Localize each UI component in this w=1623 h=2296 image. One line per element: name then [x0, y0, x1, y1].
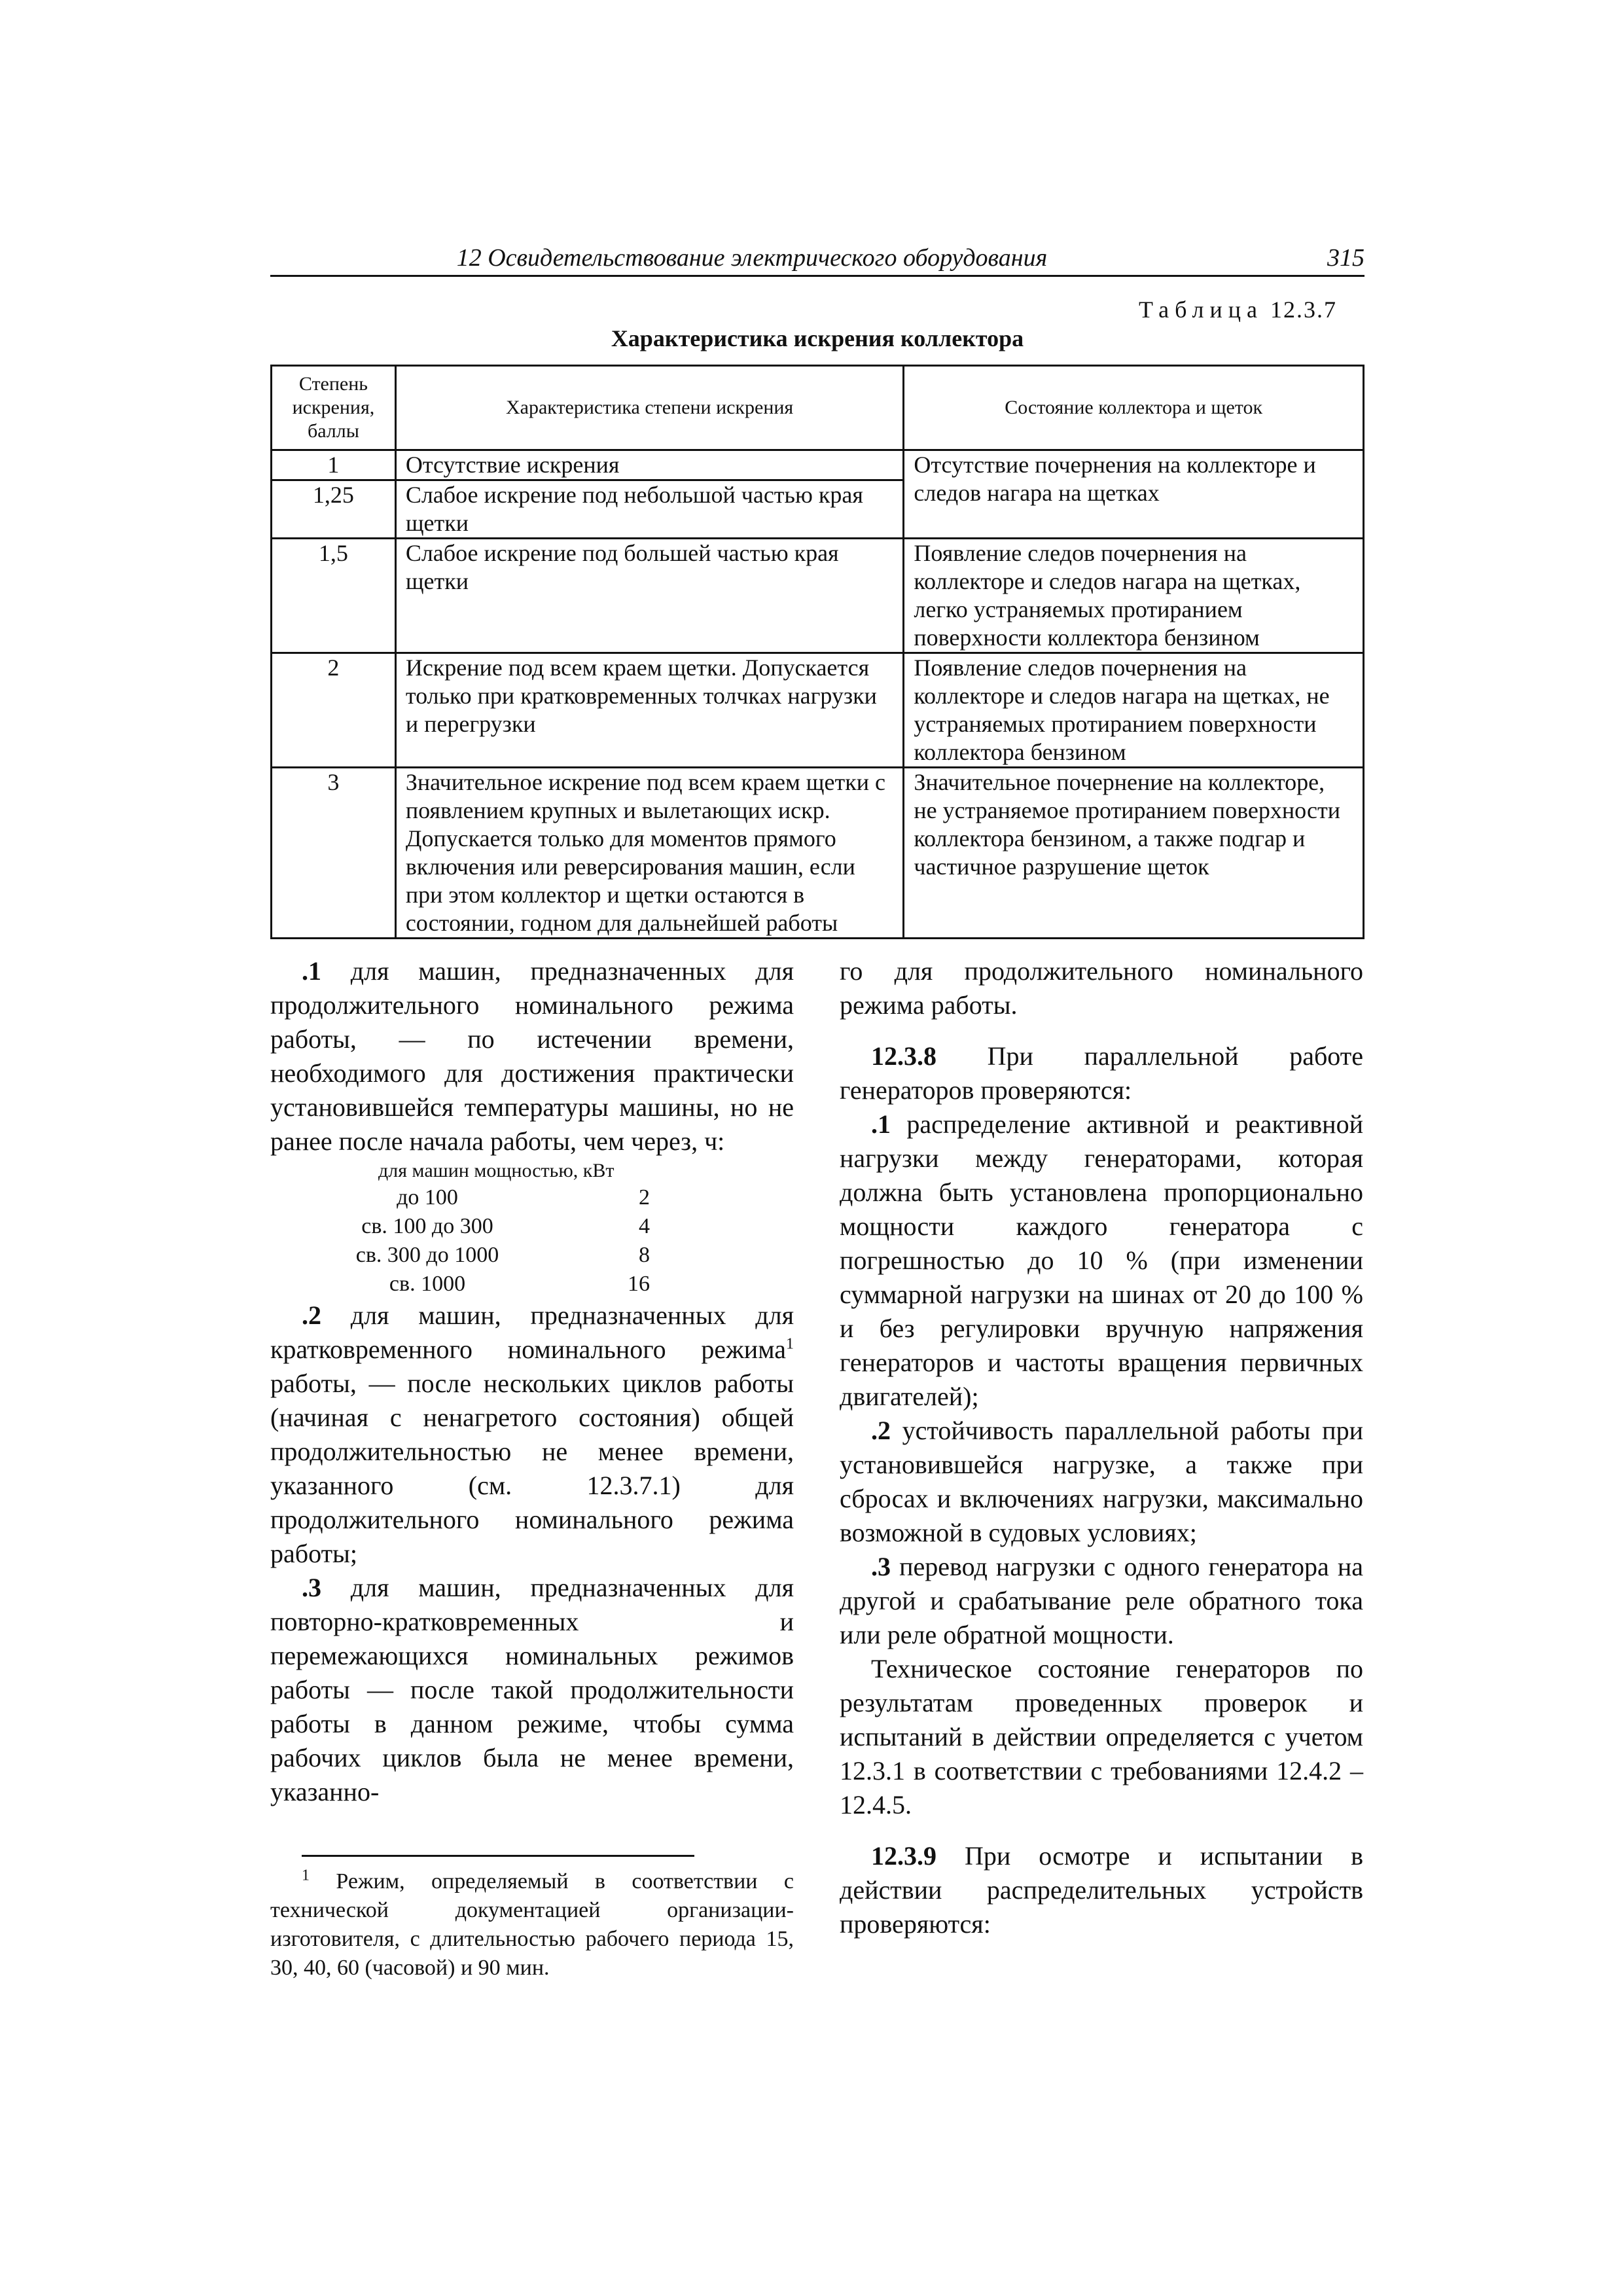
- item-number: .3: [302, 1573, 321, 1602]
- power-row: [270, 1241, 794, 1270]
- grade-cell: 1,25: [272, 480, 396, 539]
- section-number: 12.3.9: [871, 1841, 936, 1871]
- power-range: до 100: [397, 1185, 458, 1210]
- item-2-paragraph: [270, 1299, 794, 1571]
- right-column: [840, 954, 1363, 1941]
- power-hours: 2: [639, 1185, 650, 1210]
- power-row: [270, 1212, 794, 1241]
- paragraph-text: устойчивость параллельной работы при установившейся нагрузке, а также при сбросах и включениях нагрузки, максимально возможной в судовых условиях;: [840, 1416, 1363, 1547]
- column-header-grade: Степень искрения, баллы: [272, 366, 396, 450]
- power-hours: 8: [639, 1243, 650, 1267]
- paragraph-text: для машин, предназначенных для повторно-кратковременных и перемежающихся номинальных режимов работы — после такой продолжительности работы в данном режиме, чтобы сумма рабочих циклов была не менее времени, указанно-: [270, 1573, 794, 1806]
- item-2-paragraph: [840, 1414, 1363, 1550]
- power-hours: 4: [639, 1214, 650, 1238]
- chapter-title: 12 Освидетельствование электрического оборудования: [456, 244, 1048, 272]
- column-header-characteristic: Характеристика степени искрения: [395, 366, 904, 450]
- item-number: .1: [871, 1109, 891, 1139]
- paragraph-text: При параллельной работе генераторов проверяются:: [840, 1041, 1363, 1105]
- paragraph-text: для машин, предназначенных для продолжительного номинального режима работы, — по истечении времени, необходимого для достижения практически установившейся температуры машины, но не ранее после начала работы, чем через, ч:: [270, 956, 794, 1156]
- item-3-paragraph: [270, 1571, 794, 1809]
- item-number: .2: [302, 1300, 321, 1330]
- table-title: Характеристика искрения коллектора: [611, 325, 1024, 351]
- item-number: .1: [302, 956, 321, 986]
- spark-cell: Значительное искрение под всем краем щетки с появлением крупных и вылетающих искр. Допускается только для моментов прямого включения или реверсирования машин, если при этом коллектор и щетки остаются в состоянии, годном для дальнейшей работы: [395, 768, 904, 939]
- paragraph-text: для машин, предназначенных для кратковременного номинального режима: [270, 1300, 794, 1364]
- footnote-number: 1: [302, 1867, 310, 1884]
- paragraph-text: распределение активной и реактивной нагрузки между генераторами, которая должна быть установлена пропорционально мощности каждого генератора с погрешностью до 10 % (при изменении суммарной нагрузки на шинах от 20 до 100 % и без регулировки вручную напряжения генераторов и частоты вращения первичных двигателей);: [840, 1109, 1363, 1411]
- left-column: [270, 954, 794, 1982]
- spark-cell: Искрение под всем краем щетки. Допускается только при кратковременных толчках нагрузки и перегрузки: [395, 653, 904, 768]
- item-1-paragraph: [840, 1107, 1363, 1414]
- item-3-paragraph: [840, 1550, 1363, 1652]
- paragraph-text: перевод нагрузки с одного генератора на другой и срабатывание реле обратного тока или реле обратной мощности.: [840, 1552, 1363, 1649]
- footnote-separator: [302, 1855, 694, 1857]
- grade-cell: 2: [272, 653, 396, 768]
- state-cell: Значительное почернение на коллекторе, не устраняемое протиранием поверхности коллектора бензином, а также подгар и частичное разрушение щеток: [904, 768, 1364, 939]
- technical-state-paragraph: Техническое состояние генераторов по результатам проведенных проверок и испытаний в действии определяется с учетом 12.3.1 в соответствии с требованиями 12.4.2 – 12.4.5.: [840, 1654, 1363, 1820]
- table-row: [272, 450, 1364, 480]
- table-row: [272, 539, 1364, 653]
- sparking-table: [270, 365, 1364, 939]
- footnote-text: Режим, определяемый в соответствии с технической документацией организации-изготовителя, с длительностью рабочего периода 15, 30, 40, 60 (часовой) и 90 мин.: [270, 1869, 794, 1980]
- power-hours: 16: [628, 1272, 650, 1296]
- spark-cell: Слабое искрение под большей частью края щетки: [395, 539, 904, 653]
- table-label-number: 12.3.7: [1270, 296, 1337, 323]
- power-list: [270, 1158, 794, 1299]
- paragraph-text: При осмотре и испытании в действии распределительных устройств проверяются:: [840, 1841, 1363, 1939]
- section-12-3-8: [840, 1039, 1363, 1107]
- grade-cell: 3: [272, 768, 396, 939]
- item-number: .2: [871, 1416, 891, 1445]
- table-row: [272, 768, 1364, 939]
- power-range: св. 100 до 300: [361, 1214, 493, 1238]
- grade-cell: 1: [272, 450, 396, 480]
- power-row: [270, 1183, 794, 1212]
- state-cell: Отсутствие почернения на коллекторе и следов нагара на щетках: [904, 450, 1364, 539]
- footnote-marker: 1: [786, 1335, 794, 1353]
- power-range: св. 300 до 1000: [355, 1243, 499, 1267]
- power-list-header: для машин мощностью, кВт: [378, 1160, 615, 1181]
- item-1-paragraph: [270, 954, 794, 1158]
- continuation-paragraph: го для продолжительного номинального режима работы.: [840, 956, 1363, 1020]
- running-header: [270, 241, 1364, 277]
- spark-cell: Слабое искрение под небольшой частью края щетки: [395, 480, 904, 539]
- paragraph-text: работы, — после нескольких циклов работы (начиная с ненагретого состояния) общей продолжительностью не менее времени, указанного (см. 12.3.7.1) для продолжительного номинального режима работы;: [270, 1369, 794, 1568]
- grade-cell: 1,5: [272, 539, 396, 653]
- spark-cell: Отсутствие искрения: [395, 450, 904, 480]
- item-number: .3: [871, 1552, 891, 1581]
- page-number: 315: [1327, 244, 1364, 272]
- table-label-word: Таблица: [1139, 296, 1263, 323]
- table-row: [272, 653, 1364, 768]
- table-label: [1139, 296, 1337, 323]
- section-number: 12.3.8: [871, 1041, 936, 1071]
- footnote: [270, 1867, 794, 1982]
- power-row: [270, 1270, 794, 1299]
- column-header-state: Состояние коллектора и щеток: [904, 366, 1364, 450]
- state-cell: Появление следов почернения на коллекторе и следов нагара на щетках, не устраняемых протиранием поверхности коллектора бензином: [904, 653, 1364, 768]
- power-range: св. 1000: [389, 1272, 466, 1296]
- state-cell: Появление следов почернения на коллекторе и следов нагара на щетках, легко устраняемых протиранием поверхности коллектора бензином: [904, 539, 1364, 653]
- section-12-3-9: [840, 1839, 1363, 1941]
- table-header-row: [272, 366, 1364, 450]
